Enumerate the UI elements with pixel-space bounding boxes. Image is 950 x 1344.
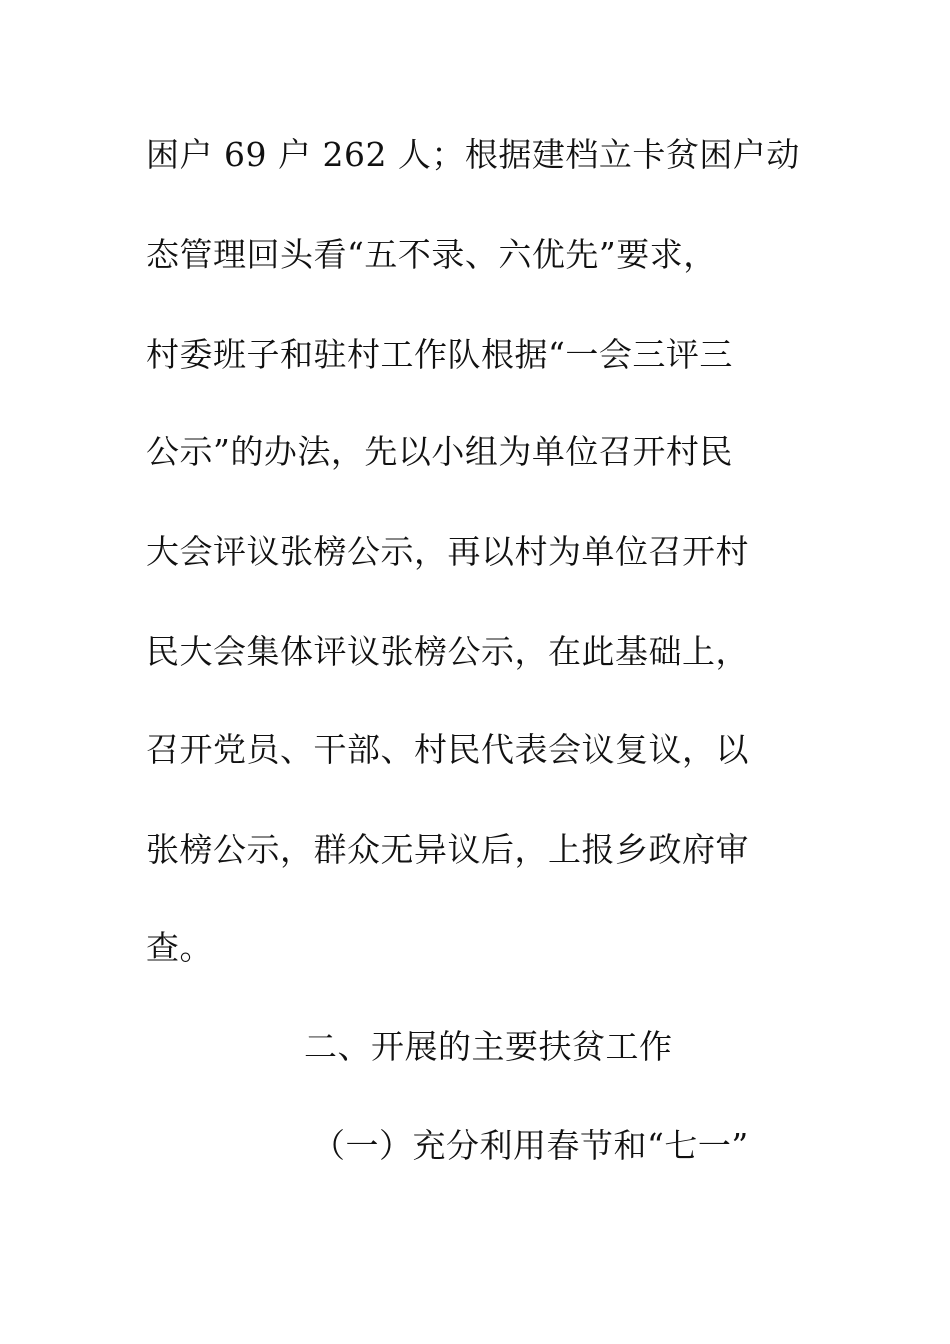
paragraph-line-2: 态管理回头看“五不录、六优先”要求， bbox=[146, 235, 717, 274]
subsection-heading: （一）充分利用春节和“七一” bbox=[312, 1126, 749, 1165]
paragraph-line-6: 民大会集体评议张榜公示，在此基础上， bbox=[146, 632, 749, 671]
paragraph-line-4: 公示”的办法，先以小组为单位召开村民 bbox=[146, 432, 733, 471]
paragraph-line-5: 大会评议张榜公示，再以村为单位召开村 bbox=[146, 532, 749, 571]
paragraph-line-7: 召开党员、干部、村民代表会议复议，以 bbox=[146, 730, 749, 769]
paragraph-line-3: 村委班子和驻村工作队根据“一会三评三 bbox=[146, 335, 733, 374]
paragraph-line-9: 查。 bbox=[146, 928, 213, 967]
paragraph-line-1: 困户 69 户 262 人；根据建档立卡贫困户动 bbox=[146, 135, 800, 174]
section-heading: 二、开展的主要扶贫工作 bbox=[304, 1027, 673, 1066]
paragraph-line-8: 张榜公示，群众无异议后，上报乡政府审 bbox=[146, 830, 749, 869]
